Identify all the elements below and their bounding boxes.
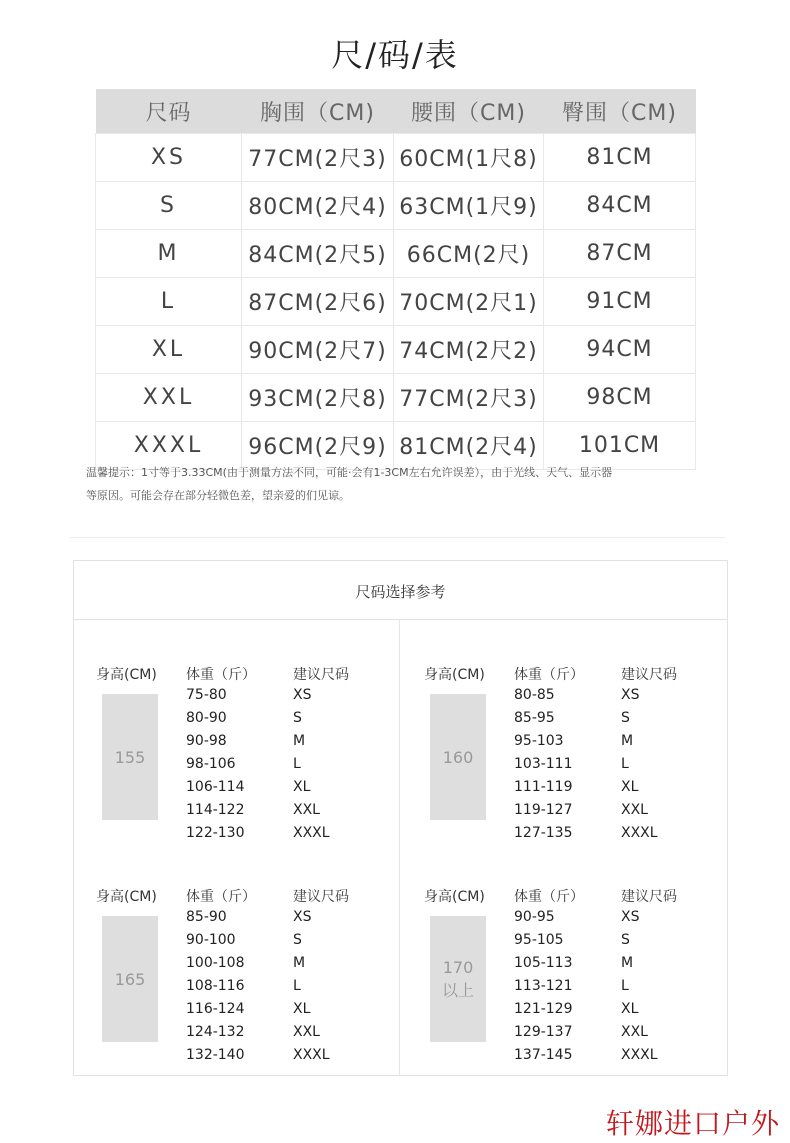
weight-range: 129-137 (514, 1024, 573, 1040)
cell-bust: 96CM(2尺9) (242, 422, 394, 470)
weight-size-row (514, 932, 734, 955)
header-size: 尺码 (96, 89, 242, 134)
weight-range: 85-90 (186, 909, 227, 925)
weight-size-row (186, 733, 406, 756)
cell-waist: 66CM(2尺) (394, 230, 544, 278)
suggested-size: S (293, 710, 302, 726)
suggested-size-label: 建议尺码 (621, 667, 677, 683)
cell-hip: 101CM (544, 422, 696, 470)
suggested-size: M (293, 733, 306, 749)
suggested-size: L (621, 978, 629, 994)
suggested-size-label: 建议尺码 (621, 889, 677, 905)
weight-range: 98-106 (186, 756, 236, 772)
weight-range: 100-108 (186, 955, 245, 971)
weight-range: 106-114 (186, 779, 245, 795)
page-title: 尺/码/表 (331, 36, 459, 74)
suggested-size-label: 建议尺码 (293, 667, 349, 683)
suggested-size: L (621, 756, 629, 772)
divider (70, 537, 725, 538)
weight-range: 75-80 (186, 687, 227, 703)
table-row (96, 278, 696, 326)
weight-range: 103-111 (514, 756, 573, 772)
cell-waist: 77CM(2尺3) (394, 374, 544, 422)
tip-note (86, 461, 726, 507)
weight-range: 127-135 (514, 825, 573, 841)
suggested-size: XS (293, 687, 312, 703)
suggested-size: XXXL (293, 825, 330, 841)
weight-range: 119-127 (514, 802, 573, 818)
reference-heading: 尺码选择参考 (74, 561, 727, 620)
cell-size: M (96, 230, 242, 278)
cell-size: S (96, 182, 242, 230)
weight-range: 124-132 (186, 1024, 245, 1040)
weight-size-row (514, 756, 734, 779)
weight-range: 132-140 (186, 1047, 245, 1063)
weight-label: 体重（斤） (186, 667, 256, 683)
weight-size-row (514, 710, 734, 733)
weight-size-row (514, 909, 734, 932)
weight-range: 113-121 (514, 978, 573, 994)
tip-line-1: 温馨提示：1寸等于3.33CM(由于测量方法不同，可能·会有1-3CM左右允许误差），由于光线、天气、显示器 (86, 466, 613, 479)
weight-size-row (186, 779, 406, 802)
weight-range: 111-119 (514, 779, 573, 795)
weight-size-row (514, 1047, 734, 1070)
reference-block (424, 886, 724, 1086)
suggested-size: XXL (621, 802, 648, 818)
weight-label: 体重（斤） (514, 889, 584, 905)
weight-range: 90-100 (186, 932, 236, 948)
suggested-size: XS (621, 687, 640, 703)
height-value: 155 (102, 694, 158, 820)
header-hip: 臀围（CM) (544, 89, 696, 134)
table-row (96, 374, 696, 422)
height-label: 身高(CM) (96, 667, 157, 683)
suggested-size: L (293, 978, 301, 994)
suggested-size: XL (621, 1001, 639, 1017)
cell-bust: 84CM(2尺5) (242, 230, 394, 278)
weight-range: 95-105 (514, 932, 564, 948)
weight-label: 体重（斤） (186, 889, 256, 905)
suggested-size: XXXL (621, 825, 658, 841)
height-label: 身高(CM) (424, 667, 485, 683)
weight-range: 90-95 (514, 909, 555, 925)
suggested-size: L (293, 756, 301, 772)
cell-hip: 84CM (544, 182, 696, 230)
weight-size-row (186, 1024, 406, 1047)
weight-size-row (514, 802, 734, 825)
cell-waist: 70CM(2尺1) (394, 278, 544, 326)
suggested-size: M (293, 955, 306, 971)
cell-size: XXXL (96, 422, 242, 470)
weight-range: 108-116 (186, 978, 245, 994)
weight-size-row (186, 955, 406, 978)
suggested-size: XS (293, 909, 312, 925)
height-label: 身高(CM) (96, 889, 157, 905)
suggested-size: XL (621, 779, 639, 795)
weight-range: 80-85 (514, 687, 555, 703)
table-row (96, 182, 696, 230)
table-row (96, 134, 696, 182)
weight-size-row (514, 825, 734, 848)
tip-line-2: 等原因。可能会存在部分轻微色差，望亲爱的们见谅。 (86, 489, 350, 502)
weight-size-row (186, 802, 406, 825)
cell-size: XL (96, 326, 242, 374)
weight-range: 80-90 (186, 710, 227, 726)
weight-size-row (514, 1024, 734, 1047)
weight-range: 114-122 (186, 802, 245, 818)
weight-range: 121-129 (514, 1001, 573, 1017)
height-label: 身高(CM) (424, 889, 485, 905)
weight-size-row (186, 1047, 406, 1070)
table-row (96, 326, 696, 374)
weight-size-row (186, 710, 406, 733)
table-header-row (96, 89, 696, 134)
cell-bust: 87CM(2尺6) (242, 278, 394, 326)
weight-size-row (514, 1001, 734, 1024)
weight-range: 137-145 (514, 1047, 573, 1063)
cell-waist: 81CM(2尺4) (394, 422, 544, 470)
header-waist: 腰围（CM) (394, 89, 544, 134)
size-chart-table (95, 89, 696, 470)
suggested-size: M (621, 733, 634, 749)
weight-range: 85-95 (514, 710, 555, 726)
height-value: 170 以上 (430, 916, 486, 1042)
weight-size-row (514, 978, 734, 1001)
weight-size-row (186, 909, 406, 932)
height-value: 160 (430, 694, 486, 820)
weight-range: 90-98 (186, 733, 227, 749)
shop-watermark: 轩娜进口户外 (605, 1107, 780, 1140)
weight-range: 122-130 (186, 825, 245, 841)
weight-size-row (186, 756, 406, 779)
cell-waist: 74CM(2尺2) (394, 326, 544, 374)
suggested-size: XXL (293, 802, 320, 818)
suggested-size: S (293, 932, 302, 948)
suggested-size: XS (621, 909, 640, 925)
weight-range: 116-124 (186, 1001, 245, 1017)
cell-bust: 77CM(2尺3) (242, 134, 394, 182)
suggested-size: XL (293, 779, 311, 795)
reference-block (96, 886, 396, 1086)
table-row (96, 230, 696, 278)
cell-waist: 60CM(1尺8) (394, 134, 544, 182)
suggested-size: XXL (293, 1024, 320, 1040)
cell-size: L (96, 278, 242, 326)
weight-size-row (186, 1001, 406, 1024)
weight-size-row (514, 955, 734, 978)
weight-size-row (186, 978, 406, 1001)
cell-size: XXL (96, 374, 242, 422)
cell-bust: 80CM(2尺4) (242, 182, 394, 230)
cell-bust: 93CM(2尺8) (242, 374, 394, 422)
weight-label: 体重（斤） (514, 667, 584, 683)
cell-hip: 94CM (544, 326, 696, 374)
weight-size-row (186, 825, 406, 848)
weight-size-row (186, 932, 406, 955)
cell-hip: 81CM (544, 134, 696, 182)
weight-range: 105-113 (514, 955, 573, 971)
size-reference-panel (73, 560, 728, 1076)
suggested-size: M (621, 955, 634, 971)
suggested-size: XXL (621, 1024, 648, 1040)
weight-range: 95-103 (514, 733, 564, 749)
header-bust: 胸围（CM) (242, 89, 394, 134)
suggested-size: S (621, 932, 630, 948)
weight-size-row (514, 687, 734, 710)
cell-hip: 98CM (544, 374, 696, 422)
suggested-size: S (621, 710, 630, 726)
reference-block (96, 664, 396, 864)
suggested-size: XXXL (621, 1047, 658, 1063)
cell-hip: 87CM (544, 230, 696, 278)
weight-size-row (186, 687, 406, 710)
height-value: 165 (102, 916, 158, 1042)
cell-bust: 90CM(2尺7) (242, 326, 394, 374)
cell-waist: 63CM(1尺9) (394, 182, 544, 230)
suggested-size: XXXL (293, 1047, 330, 1063)
weight-size-row (514, 779, 734, 802)
suggested-size: XL (293, 1001, 311, 1017)
cell-size: XS (96, 134, 242, 182)
reference-block (424, 664, 724, 864)
suggested-size-label: 建议尺码 (293, 889, 349, 905)
cell-hip: 91CM (544, 278, 696, 326)
weight-size-row (514, 733, 734, 756)
